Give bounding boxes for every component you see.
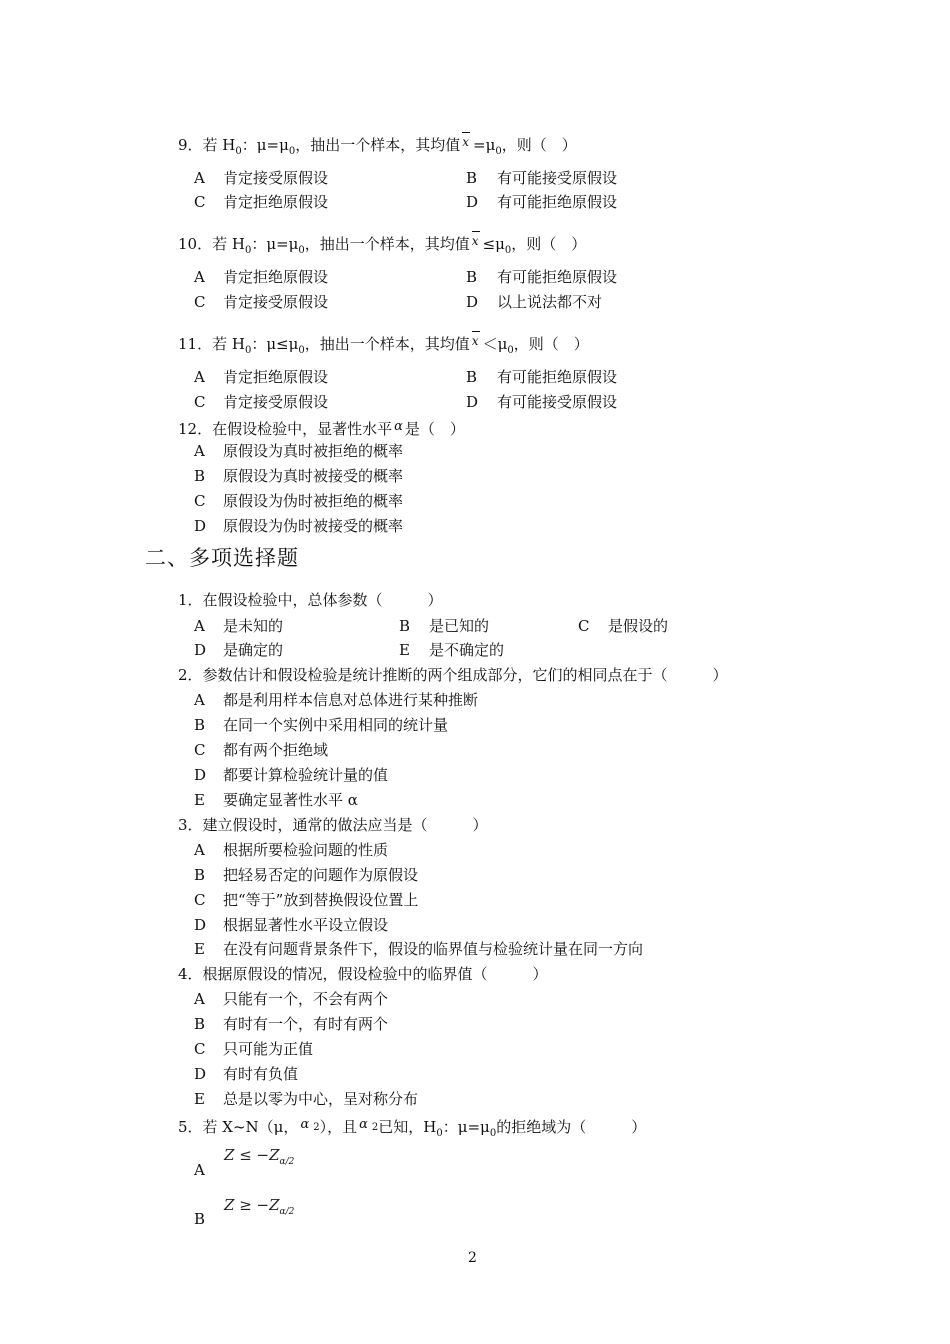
m1-option-c: C 是假设的 [578,617,669,635]
x-bar-symbol: x [472,231,479,251]
m3-option-c: C 把“等于”放到替换假设位置上 [194,891,419,909]
multi-question-4-stem: 4．根据原假设的情况，假设检验中的临界值（ ） [178,965,548,983]
question-9-stem: 9．若 $H_0$：$\mu=\mu_0$，抽出一个样本，其均值 $x =\mu_0$，则（ ） [178,132,577,162]
m5-option-a-letter: A [194,1161,205,1179]
question-11-stem: 11．若 $H_0$：$\mu\le\mu_0$，抽出一个样本，其均值 $x <\mu_0$，则（ ） [178,331,589,361]
multi-question-2-stem: 2．参数估计和假设检验是统计推断的两个组成部分，它们的相同点在于（ ） [178,666,728,684]
q10-option-d: D 以上说法都不对 [466,293,603,311]
q9-option-b: B 有可能接受原假设 [466,169,618,187]
m1-option-e: E 是不确定的 [399,641,505,659]
m4-option-d: D 有时有负值 [194,1065,299,1083]
q12-option-b: B 原假设为真时被接受的概率 [194,467,404,485]
m5-option-a-formula: $Z \le -Z_{\alpha/2}$ [224,1146,295,1167]
q12-option-c: C 原假设为伪时被拒绝的概率 [194,492,404,510]
question-10-stem: 10．若 $H_0$：$\mu=\mu_0$，抽出一个样本，其均值 $x \le\mu_0$，则（ ） [178,231,586,261]
m3-option-d: D 根据显著性水平设立假设 [194,916,389,934]
m2-option-a: A 都是利用样本信息对总体进行某种推断 [194,691,479,709]
m2-option-b: B 在同一个实例中采用相同的统计量 [194,716,449,734]
q12-option-d: D 原假设为伪时被接受的概率 [194,517,404,535]
q10-option-a: A 肯定拒绝原假设 [194,268,329,286]
alpha-symbol: α [394,419,403,434]
m2-option-e: E 要确定显著性水平 α [194,791,358,809]
section-heading: 二、多项选择题 [145,546,299,570]
q10-option-c: C 肯定接受原假设 [194,293,329,311]
alpha-symbol: α [359,1117,368,1132]
q9-option-a: A 肯定接受原假设 [194,169,329,187]
question-12-stem: 12．在假设检验中，显著性水平 α 是（ ） [178,419,465,438]
multi-question-5-stem: 5．若 X~N（μ， α $^2$），且 α $^2$已知，$H_0$：$\mu=\mu_0$的拒绝域为（ ） [178,1117,647,1139]
q9-option-c: C 肯定拒绝原假设 [194,193,329,211]
m4-option-a: A 只能有一个，不会有两个 [194,990,389,1008]
page-number: 2 [468,1250,477,1266]
m1-option-b: B 是已知的 [399,617,490,635]
m1-option-d: D 是确定的 [194,641,284,659]
q11-option-a: A 肯定拒绝原假设 [194,368,329,386]
m3-option-e: E 在没有问题背景条件下，假设的临界值与检验统计量在同一方向 [194,940,644,958]
m4-option-e: E 总是以零为中心，呈对称分布 [194,1090,419,1108]
q11-option-b: B 有可能拒绝原假设 [466,368,618,386]
m2-option-c: C 都有两个拒绝域 [194,741,329,759]
alpha-symbol: α [300,1117,310,1132]
m2-option-d: D 都要计算检验统计量的值 [194,766,389,784]
q11-option-d: D 有可能接受原假设 [466,393,618,411]
m3-option-a: A 根据所要检验问题的性质 [194,841,389,859]
q11-option-c: C 肯定接受原假设 [194,393,329,411]
m5-option-b-formula: $Z \ge -Z_{\alpha/2}$ [224,1196,295,1217]
m3-option-b: B 把轻易否定的问题作为原假设 [194,866,419,884]
multi-question-3-stem: 3．建立假设时，通常的做法应当是（ ） [178,816,488,834]
x-bar-symbol: x [472,331,479,351]
q9-option-d: D 有可能拒绝原假设 [466,193,618,211]
m4-option-b: B 有时有一个，有时有两个 [194,1015,389,1033]
x-bar-symbol: x [462,132,469,152]
q12-option-a: A 原假设为真时被拒绝的概率 [194,442,404,460]
m4-option-c: C 只可能为正值 [194,1040,314,1058]
m5-option-b-letter: B [194,1210,206,1228]
q10-option-b: B 有可能拒绝原假设 [466,268,618,286]
multi-question-1-stem: 1．在假设检验中，总体参数（ ） [178,591,443,609]
m1-option-a: A 是未知的 [194,617,284,635]
